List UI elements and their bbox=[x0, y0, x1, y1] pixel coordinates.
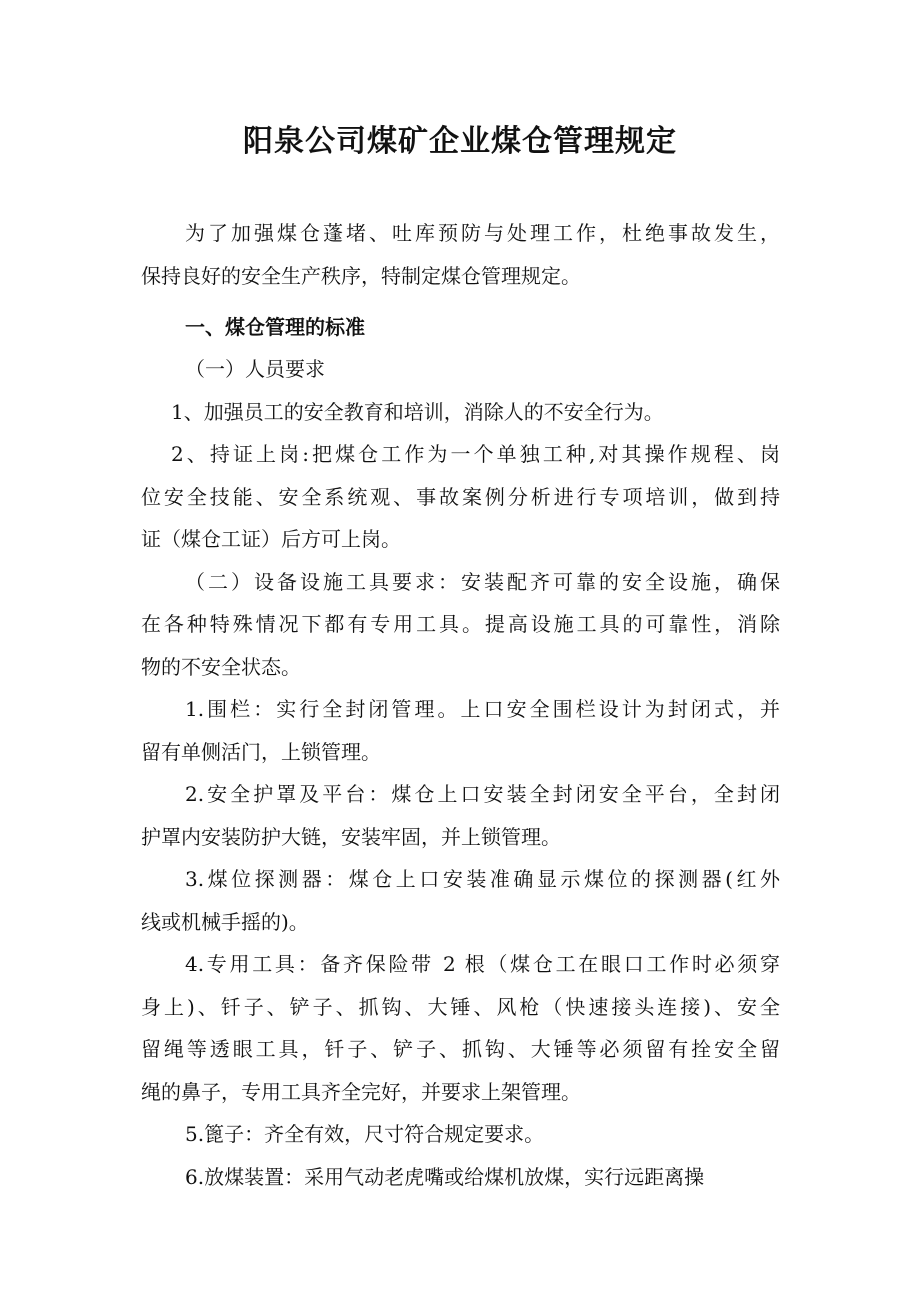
section-heading bbox=[141, 307, 780, 348]
text-line: 2、持证上岗:把煤仓工作为一个单独工种,对其操作规程、岗 bbox=[171, 442, 780, 466]
text-line: 在各种特殊情况下都有专用工具。提高设施工具的可靠性，消除 bbox=[141, 612, 780, 636]
text-line: 6.放煤装置：采用气动老虎嘴或给煤机放煤，实行远距离操 bbox=[185, 1164, 705, 1189]
text-line: 留有单侧活门，上锁管理。 bbox=[141, 739, 381, 764]
text-line: 物的不安全状态。 bbox=[141, 654, 301, 679]
paragraph bbox=[141, 391, 780, 434]
text-line: 4.专用工具：备齐保险带 2 根（煤仓工在眼口工作时必须穿 bbox=[185, 952, 780, 976]
text-line: 线或机械手摇的)。 bbox=[141, 909, 309, 934]
text-line: 留绳等透眼工具，钎子、铲子、抓钩、大锤等必须留有拴安全留 bbox=[141, 1037, 780, 1061]
text-line: 1、加强员工的安全教育和培训，消除人的不安全行为。 bbox=[171, 399, 664, 424]
text-line: 1.围栏：实行全封闭管理。上口安全围栏设计为封闭式，并 bbox=[185, 697, 780, 721]
document-body bbox=[141, 212, 780, 1198]
text-line: 一、煤仓管理的标准 bbox=[185, 315, 365, 339]
text-line: 位安全技能、安全系统观、事故案例分析进行专项培训，做到持 bbox=[141, 484, 780, 509]
text-line: （二）设备设施工具要求：安装配齐可靠的安全设施，确保 bbox=[185, 569, 780, 594]
paragraph bbox=[141, 943, 780, 1113]
paragraph bbox=[141, 1113, 780, 1156]
paragraph bbox=[141, 858, 780, 943]
text-line: 为了加强煤仓蓬堵、吐库预防与处理工作，杜绝事故发生， bbox=[185, 221, 780, 245]
paragraph bbox=[141, 773, 780, 858]
text-line: 5.篦子：齐全有效，尺寸符合规定要求。 bbox=[185, 1122, 545, 1146]
paragraph bbox=[141, 348, 780, 391]
paragraph bbox=[141, 561, 780, 689]
text-line: 绳的鼻子，专用工具齐全完好，并要求上架管理。 bbox=[141, 1079, 581, 1104]
text-line: （一）人员要求 bbox=[185, 357, 325, 381]
paragraph bbox=[141, 212, 780, 297]
paragraph bbox=[141, 1156, 780, 1199]
text-line: 身上)、钎子、铲子、抓钩、大锤、风枪（快速接头连接)、安全 bbox=[141, 994, 780, 1019]
text-line: 证（煤仓工证）后方可上岗。 bbox=[141, 527, 401, 551]
paragraph bbox=[141, 433, 780, 561]
text-line: 2.安全护罩及平台：煤仓上口安装全封闭安全平台，全封闭 bbox=[185, 782, 780, 806]
text-line: 保持良好的安全生产秩序，特制定煤仓管理规定。 bbox=[141, 263, 581, 288]
text-line: 3.煤位探测器：煤仓上口安装准确显示煤位的探测器(红外 bbox=[185, 867, 780, 891]
document-title: 阳泉公司煤矿企业煤仓管理规定 bbox=[243, 124, 677, 159]
text-line: 护罩内安装防护大链，安装牢固，并上锁管理。 bbox=[141, 824, 561, 849]
paragraph bbox=[141, 688, 780, 773]
